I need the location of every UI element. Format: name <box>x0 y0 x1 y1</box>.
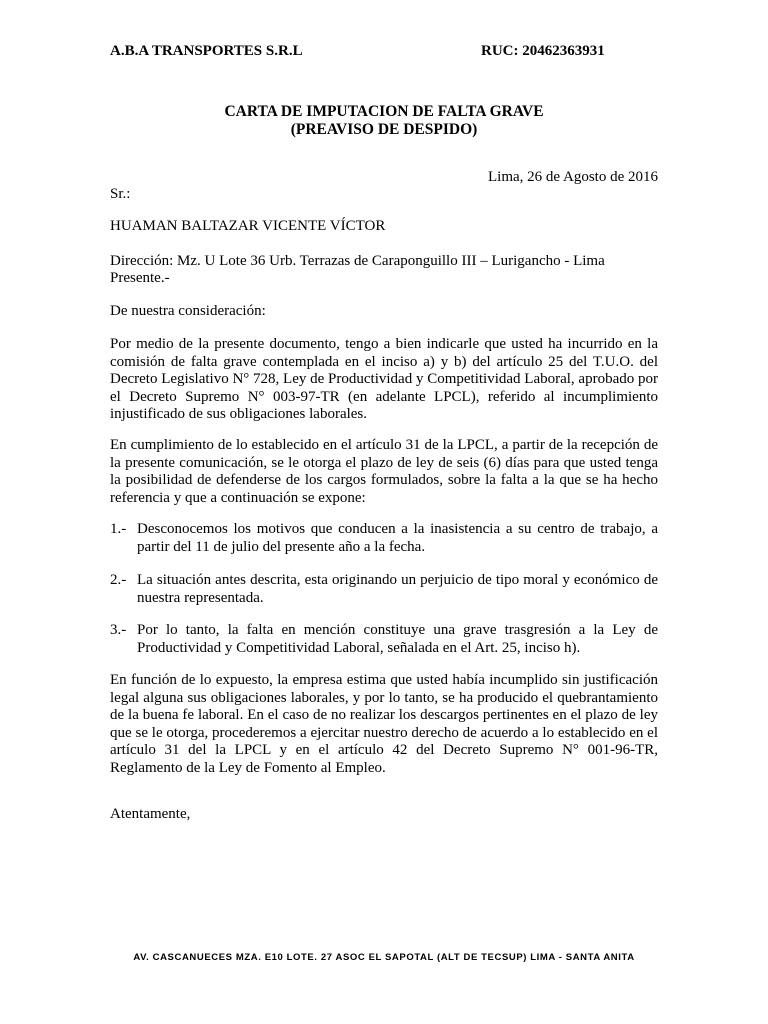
list-item-number: 3.- <box>110 622 127 638</box>
company-name: A.B.A TRANSPORTES S.R.L <box>110 43 303 59</box>
list-item-text: La situación antes descrita, esta originando un perjuicio de tipo moral y económico de nuestra representada. <box>137 572 658 606</box>
presente-line: Presente.- <box>110 270 170 286</box>
paragraph-2: En cumplimiento de lo establecido en el artículo 31 de la LPCL, a partir de la recepción de la presente comunicación, se le otorga el plazo de ley de seis (6) días para que usted tenga la posibilidad de defenderse de los cargos formulados, sobre la falta a la que se ha hecho referencia y que a continuación se expone: <box>110 437 658 506</box>
list-item <box>110 572 658 607</box>
ruc-number: RUC: 20462363931 <box>481 43 605 59</box>
list-item-text: Por lo tanto, la falta en mención constituye una grave trasgresión a la Ley de Productividad y Competitividad Laboral, señalada en el Art. 25, inciso h). <box>137 622 658 656</box>
list-item <box>110 521 658 556</box>
greeting: De nuestra consideración: <box>110 303 266 319</box>
list-item-number: 1.- <box>110 521 127 537</box>
letter-title: CARTA DE IMPUTACION DE FALTA GRAVE <box>224 103 544 120</box>
closing: Atentamente, <box>110 806 191 822</box>
recipient-name: HUAMAN BALTAZAR VICENTE VÍCTOR <box>110 218 386 234</box>
footer-address: AV. CASCANUECES MZA. E10 LOTE. 27 ASOC EL SAPOTAL (ALT DE TECSUP) LIMA - SANTA ANITA <box>133 952 635 963</box>
recipient-address: Dirección: Mz. U Lote 36 Urb. Terrazas de Caraponguillo III – Lurigancho - Lima <box>110 253 605 269</box>
letter-date: Lima, 26 de Agosto de 2016 <box>488 169 658 185</box>
letter-subtitle: (PREAVISO DE DESPIDO) <box>290 121 478 138</box>
paragraph-3: En función de lo expuesto, la empresa estima que usted había incumplido sin justificación legal alguna sus obligaciones laborales, y por lo tanto, se ha producido el quebrantamiento de la buena fe laboral. En el caso de no realizar los descargos pertinentes en el plazo de ley que se le otorga, procederemos a ejercitar nuestro derecho de acuerdo a lo establecido en el artículo 31 del la LPCL y en el artículo 42 del Decreto Supremo N° 001-96-TR, Reglamento de la Ley de Fomento al Empleo. <box>110 672 658 776</box>
list-item-number: 2.- <box>110 572 127 588</box>
salutation: Sr.: <box>110 186 131 202</box>
list-item-text: Desconocemos los motivos que conducen a la inasistencia a su centro de trabajo, a partir del 11 de julio del presente año a la fecha. <box>137 521 658 555</box>
list-item <box>110 622 658 657</box>
paragraph-1: Por medio de la presente documento, tengo a bien indicarle que usted ha incurrido en la comisión de falta grave contemplada en el inciso a) y b) del artículo 25 del T.U.O. del Decreto Legislativo N° 728, Ley de Productividad y Competitividad Laboral, aprobado por el Decreto Supremo N° 003-97-TR (en adelante LPCL), referido al incumplimiento injustificado de sus obligaciones laborales. <box>110 336 658 422</box>
